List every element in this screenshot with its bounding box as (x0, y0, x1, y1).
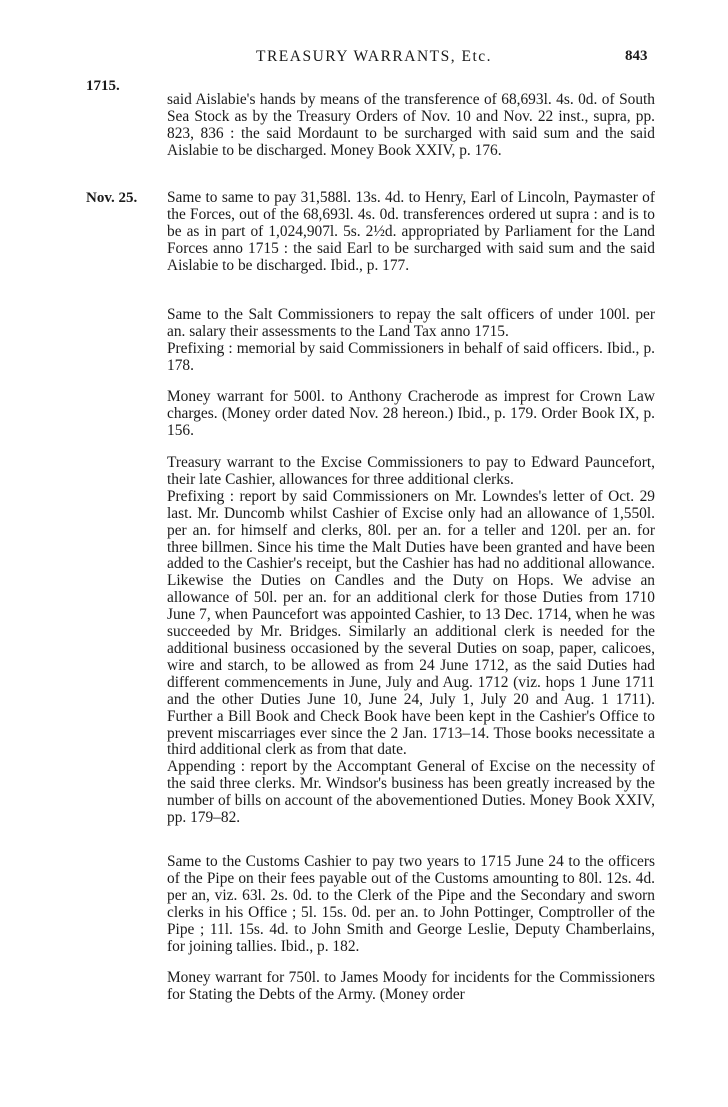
entry-date: Nov. 25. (86, 190, 138, 206)
entry-continuation (167, 92, 655, 160)
page-number: 843 (625, 48, 648, 64)
entry-cracherode (167, 389, 655, 440)
entry-paragraph: Treasury warrant to the Excise Commissioners to pay to Edward Pauncefort, their late Cashier, allowances for three additional clerks. (167, 454, 655, 488)
entry-salt-commissioners (167, 307, 655, 375)
entry-prefixing: Prefixing : memorial by said Commissioners in behalf of said officers. Ibid., p. 178. (167, 339, 655, 374)
header-year: 1715. (86, 78, 120, 94)
entry-customs-cashier (167, 854, 655, 955)
entry-prefixing: Prefixing : report by said Commissioners on Mr. Lowndes's letter of Oct. 29 last. Mr. Duncomb whilst Cashier of Excise only had an allowance of 1,550l. per an. for himself and clerks, 80l. per an. for a teller and 120l. per an. for three billmen. Since his time the Malt Duties have been granted and have been added to the Cashier's receipt, but the Cashier has had no additional allowance. Likewise the Duties on Candles and the Duty on Hops. We advise an allowance of 50l. per an. for an additional clerk for those Duties from 1710 June 7, when Pauncefort was appointed Cashier, to 13 Dec. 1714, when he was succeeded by Mr. Bridges. Similarly an additional clerk is needed for the additional business occasioned by the several Duties on soap, paper, calicoes, wire and starch, to be allowed as from 24 June 1712, as the said Duties had different commencements in June, July and Aug. 1712 (viz. hops 1 June 1711 and the other Duties June 10, June 24, July 1, July 20 and Aug. 1 1711). Further a Bill Book and Check Book have been kept in the Cashier's Office to prevent miscarriages ever since the 2 Jan. 1713–14. Those books necessitate a third additional clerk as from that date. (167, 487, 655, 759)
entry-pauncefort (167, 455, 655, 827)
running-title: TREASURY WARRANTS, Etc. (256, 48, 493, 65)
entry-paragraph: Same to the Customs Cashier to pay two years to 1715 June 24 to the officers of the Pipe on their fees payable out of the Customs amounting to 80l. 12s. 4d. per an, viz. 63l. 2s. 0d. to the Clerk of the Pipe and the Secondary and sworn clerks in his Office ; 5l. 15s. 0d. per an. to John Pottinger, Comptroller of the Pipe ; 11l. 15s. 4d. to John Smith and George Leslie, Deputy Chamberlains, for joining tallies. Ibid., p. 182. (167, 853, 655, 955)
entry-moody (167, 970, 655, 1004)
entry-paragraph: Same to same to pay 31,588l. 13s. 4d. to Henry, Earl of Lincoln, Paymaster of the Forces, out of the 68,693l. 4s. 0d. transferences ordered ut supra : and is to be as in part of 1,024,907l. 5s. 2½d. appropriated by Parliament for the Land Forces anno 1715 : the said Earl to be surcharged with said sum and the said Aislabie to be discharged. Ibid., p. 177. (167, 189, 655, 274)
entry-paragraph: Money warrant for 500l. to Anthony Cracherode as imprest for Crown Law charges. (Money order dated Nov. 28 hereon.) Ibid., p. 179. Order Book IX, p. 156. (167, 388, 655, 439)
entry-paragraph: Same to the Salt Commissioners to repay the salt officers of under 100l. per an. salary their assessments to the Land Tax anno 1715. (167, 306, 655, 340)
entry-paragraph: Money warrant for 750l. to James Moody for incidents for the Commissioners for Stating the Debts of the Army. (Money order (167, 969, 655, 1003)
entry-appending: Appending : report by the Accomptant General of Excise on the necessity of the said three clerks. Mr. Windsor's business has been greatly increased by the number of bills on account of the abovementioned Duties. Money Book XXIV, pp. 179–82. (167, 758, 655, 827)
entry-paragraph: said Aislabie's hands by means of the transference of 68,693l. 4s. 0d. of South Sea Stock as by the Treasury Orders of Nov. 10 and Nov. 22 inst., supra, pp. 823, 836 : the said Mordaunt to be surcharged with said sum and the said Aislabie to be discharged. Money Book XXIV, p. 176. (167, 91, 655, 159)
page-header (0, 46, 728, 94)
entry-nov-25 (167, 190, 655, 275)
